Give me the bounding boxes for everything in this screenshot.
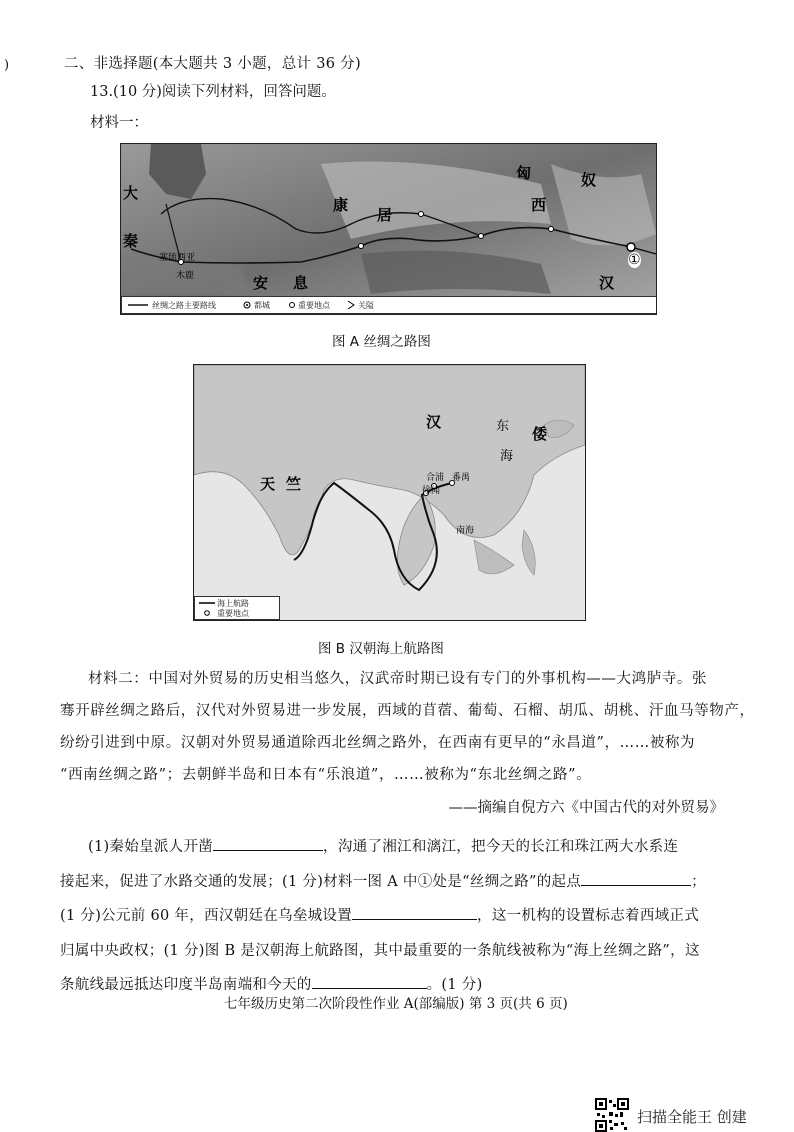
map-b-caption: 图 B 汉朝海上航路图 <box>318 641 444 657</box>
map-label-han: 汉 <box>599 274 615 292</box>
legend-sea-place: 重要地点 <box>217 609 249 618</box>
question1-text <box>60 830 738 1003</box>
material2-source: ——摘编自倪方六《中国古代的对外贸易》 <box>448 800 724 816</box>
mapb-label-dong: 东 <box>496 419 510 434</box>
map-label-xiong: 匈 <box>516 164 532 182</box>
map-label-da: 大 <box>123 184 139 202</box>
answer-blank-3[interactable] <box>352 903 477 920</box>
silk-road-terrain <box>121 144 656 314</box>
map-label-kang: 康 <box>333 196 349 214</box>
question1-line <box>88 830 738 865</box>
legend-pass: 关隘 <box>358 301 374 310</box>
mapb-label-hepu: 合浦 <box>426 473 445 483</box>
material1-label: 材料一： <box>90 115 148 131</box>
map-label-xi2: 息 <box>293 274 309 292</box>
material2-line: 纷纷引进到中原。汉朝对外贸易通道除西北丝绸之路外，在西南有更早的“永昌道”，……被称为 <box>60 735 696 751</box>
maritime-route-map <box>193 364 586 621</box>
question1-line <box>60 899 738 934</box>
map-label-an: 安 <box>253 274 269 292</box>
legend-sea-route: 海上航路 <box>217 599 249 608</box>
maritime-legend <box>194 596 280 620</box>
mapb-label-hai: 海 <box>500 449 514 464</box>
legend-place: 重要地点 <box>298 301 330 310</box>
map-label-qin: 秦 <box>123 232 139 250</box>
map-label-ju: 居 <box>377 206 393 224</box>
silk-road-legend <box>121 296 657 314</box>
question1-text-segment: ； <box>691 873 706 890</box>
map-label-city1: 塞琉西亚 <box>159 253 196 263</box>
question-title: 13.(10 分)阅读下列材料，回答问题。 <box>90 84 336 100</box>
question1-line: 归属中央政权；(1 分)图 B 是汉朝海上航路图，其中最重要的一条航线被称为“海上丝绸之路”，这 <box>60 942 700 959</box>
silk-road-map <box>120 143 657 315</box>
mapb-label-han: 汉 <box>426 413 442 431</box>
question1-line <box>60 865 738 900</box>
qr-code-icon <box>595 1098 629 1132</box>
map-label-city2: 木鹿 <box>176 271 195 281</box>
mapb-label-tian: 天 <box>260 475 276 493</box>
map-a-caption: 图 A 丝绸之路图 <box>332 334 431 350</box>
question1-text-segment: (1)秦始皇派人开凿 <box>88 839 214 855</box>
mapb-label-zhu: 竺 <box>286 475 302 493</box>
material2-line: “西南丝绸之路”；去朝鲜半岛和日本有“乐浪道”，……被称为“东北丝绸之路”。 <box>60 767 592 783</box>
mapb-label-nanhai: 南海 <box>456 526 475 536</box>
mapb-label-panyu: 番禺 <box>452 473 471 483</box>
maritime-terrain <box>194 365 585 620</box>
answer-blank-2[interactable] <box>581 869 691 886</box>
legend-route: 丝绸之路主要路线 <box>152 301 216 310</box>
question1-text-segment: 条航线最远抵达印度半岛南端和今天的 <box>60 977 312 993</box>
scanner-brand-text: 扫描全能王 创建 <box>637 1108 747 1126</box>
answer-blank-1[interactable] <box>213 834 323 851</box>
mapb-label-xuwen: 徐闻 <box>422 486 441 496</box>
question1-text-segment: 。(1 分) <box>426 977 483 993</box>
legend-capital: 都城 <box>254 301 270 310</box>
question1-text-segment: ，沟通了湘江和漓江，把今天的长江和珠江两大水系连 <box>323 839 679 855</box>
material2-line: 材料二：中国对外贸易的历史相当悠久，汉武帝时期已设有专门的外事机构——大鸿胪寺。张 <box>88 671 708 687</box>
question1-text-segment: 接起来，促进了水路交通的发展；(1 分)材料一图 A 中①处是“丝绸之路”的起点 <box>60 873 582 890</box>
map-marker-1: ① <box>628 252 641 268</box>
page-footer: 七年级历史第二次阶段性作业 A(部编版) 第 3 页(共 6 页) <box>224 996 568 1012</box>
capital-marker <box>627 243 635 251</box>
map-label-xi: 西 <box>531 196 547 214</box>
mapb-label-wo: 倭 <box>532 425 548 443</box>
map-label-nu: 奴 <box>581 171 597 189</box>
question1-text-segment: ，这一机构的设置标志着西域正式 <box>477 908 700 924</box>
material2-paragraph <box>60 663 755 791</box>
section-title: 二、非选择题(本大题共 3 小题，总计 36 分) <box>64 56 361 72</box>
material2-line: 骞开辟丝绸之路后，汉代对外贸易进一步发展，西域的苜蓿、葡萄、石榴、胡瓜、胡桃、汗血马等物产， <box>60 703 755 719</box>
question1-text-segment: (1 分)公元前 60 年，西汉朝廷在乌垒城设置 <box>60 908 353 924</box>
page-edge-mark: ) <box>4 58 10 73</box>
answer-blank-4[interactable] <box>312 972 427 989</box>
